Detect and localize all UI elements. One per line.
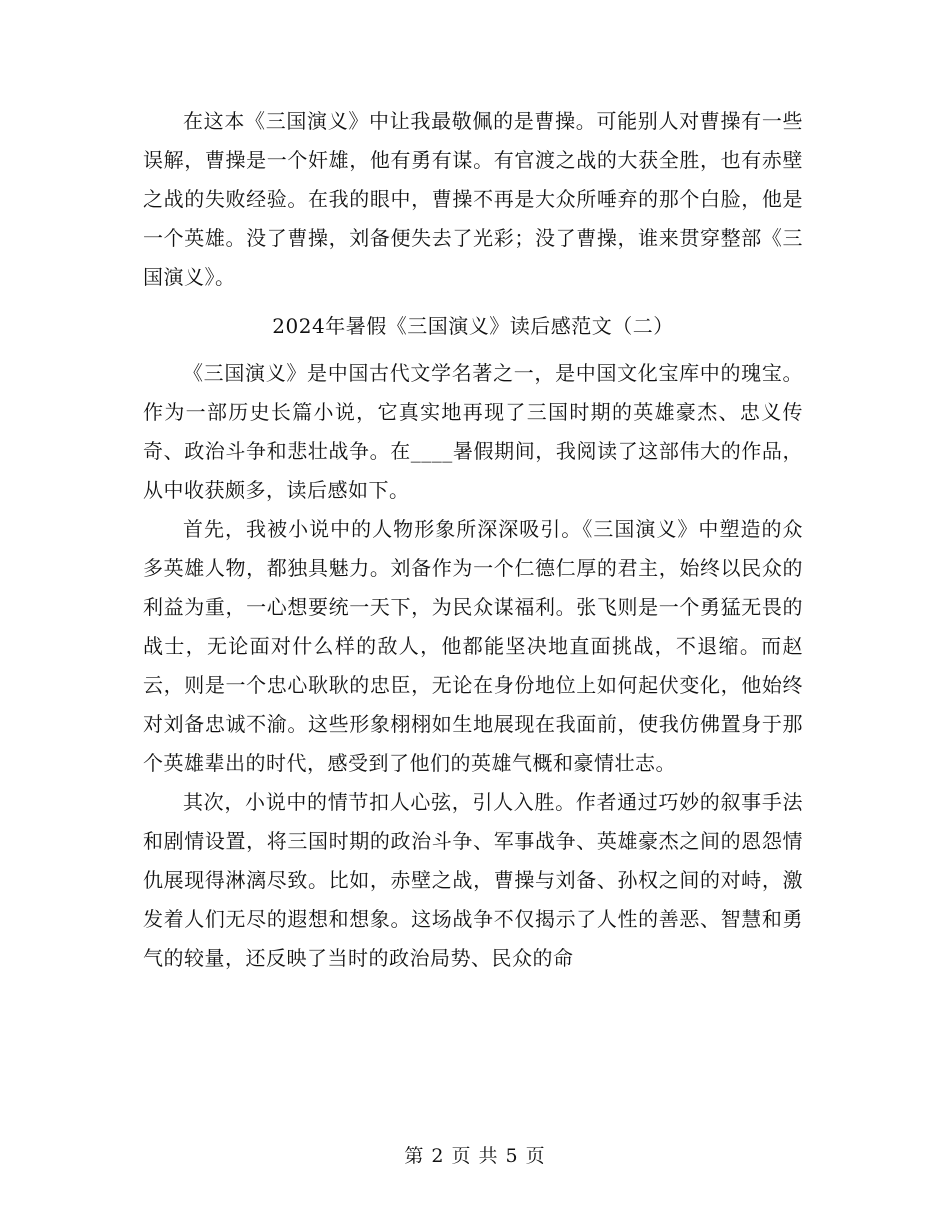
section-title: 2024年暑假《三国演义》读后感范文（二） — [272, 314, 674, 338]
paragraph-intro: 《三国演义》是中国古代文学名著之一，是中国文化宝库中的瑰宝。作为一部历史长篇小说，它真实地再现了三国时期的英雄豪杰、忠义传奇、政治斗争和悲壮战争。在____暑假期间，我阅读了这部伟大的作品，从中收获颇多，读后感如下。 — [143, 361, 803, 502]
paragraph-plot: 其次，小说中的情节扣人心弦，引人入胜。作者通过巧妙的叙事手法和剧情设置，将三国时期的政治斗争、军事战争、英雄豪杰之间的恩怨情仇展现得淋漓尽致。比如，赤壁之战，曹操与刘备、孙权之间的对峙，激发着人们无尽的遐想和想象。这场战争不仅揭示了人性的善恶、智慧和勇气的较量，还反映了当时的政治局势、民众的命 — [143, 790, 803, 970]
page-footer — [0, 1141, 950, 1168]
document-body — [143, 102, 803, 978]
page-number: 第 2 页 共 5 页 — [404, 1145, 546, 1167]
paragraph-characters: 首先，我被小说中的人物形象所深深吸引。《三国演义》中塑造的众多英雄人物，都独具魅力。刘备作为一个仁德仁厚的君主，始终以民众的利益为重，一心想要统一天下，为民众谋福利。张飞则是一个勇猛无畏的战士，无论面对什么样的敌人，他都能坚决地直面挑战，不退缩。而赵云，则是一个忠心耿耿的忠臣，无论在身份地位上如何起伏变化，他始终对刘备忠诚不渝。这些形象栩栩如生地展现在我面前，使我仿佛置身于那个英雄辈出的时代，感受到了他们的英雄气概和豪情壮志。 — [143, 517, 803, 775]
paragraph-caocao: 在这本《三国演义》中让我最敬佩的是曹操。可能别人对曹操有一些误解，曹操是一个奸雄，他有勇有谋。有官渡之战的大获全胜，也有赤壁之战的失败经验。在我的眼中，曹操不再是大众所唾弃的那个白脸，他是一个英雄。没了曹操，刘备便失去了光彩；没了曹操，谁来贯穿整部《三国演义》。 — [143, 109, 803, 289]
